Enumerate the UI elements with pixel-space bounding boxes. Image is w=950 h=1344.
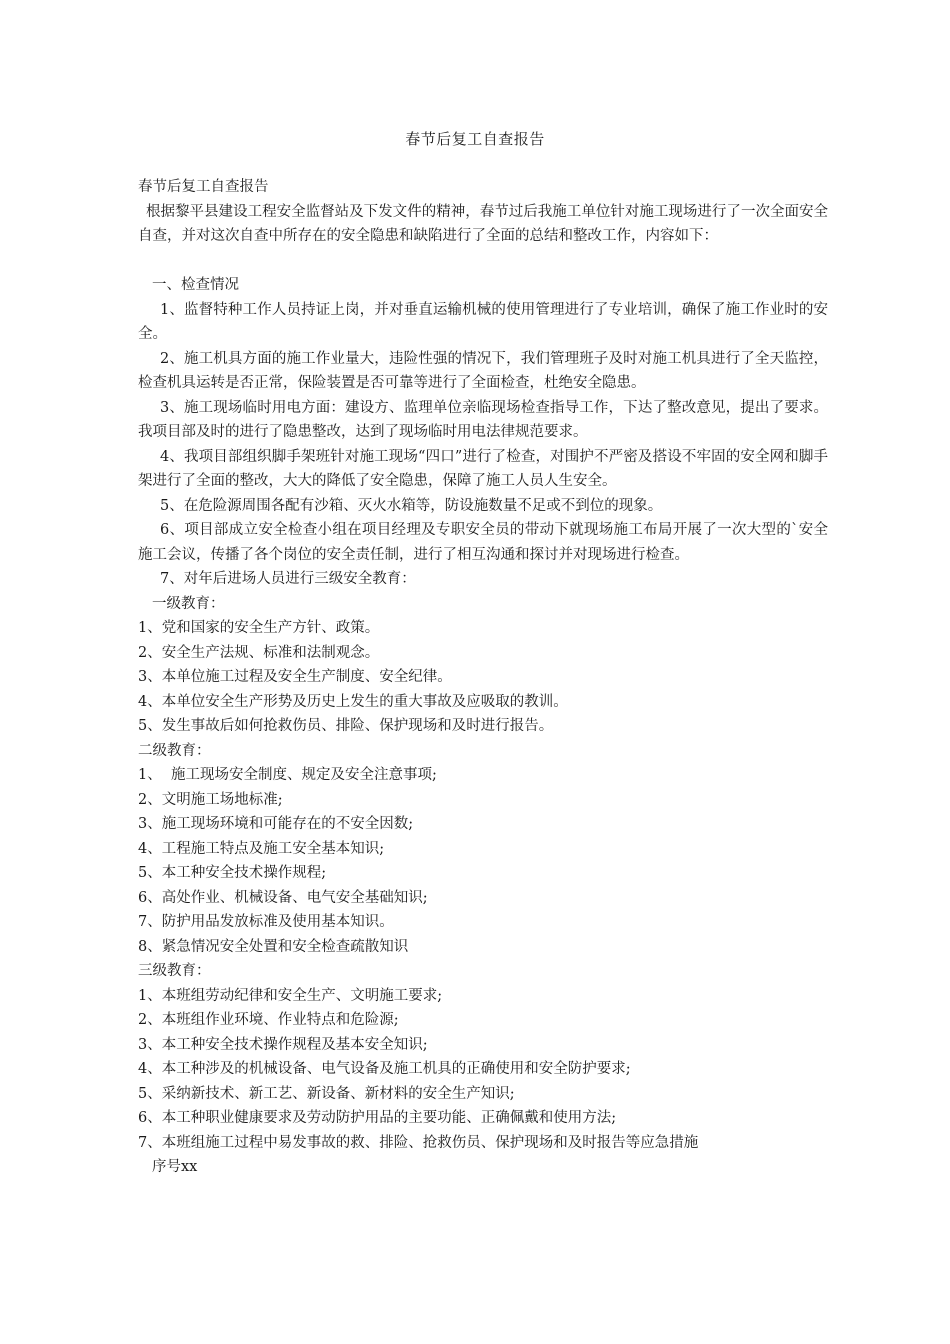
- section-heading-inspection: 一、检查情况: [152, 277, 239, 293]
- level3-item: 6、本工种职业健康要求及劳动防护用品的主要功能、正确佩戴和使用方法;: [138, 1110, 617, 1126]
- level3-item: 1、本班组劳动纪律和安全生产、文明施工要求;: [138, 987, 443, 1004]
- level1-item: 4、本单位安全生产形势及历史上发生的重大事故及应吸取的教训。: [138, 693, 568, 710]
- level1-item: 1、党和国家的安全生产方针、政策。: [138, 620, 380, 636]
- inspection-item: 5、在危险源周围各配有沙箱、灭火水箱等，防设施数量不足或不到位的现象。: [160, 497, 663, 514]
- document-subtitle: 春节后复工自查报告: [138, 179, 269, 195]
- level3-heading: 三级教育：: [138, 963, 211, 979]
- document-body: [138, 175, 828, 1180]
- level2-item: 1、 施工现场安全制度、规定及安全注意事项;: [138, 767, 437, 783]
- level2-item: 7、防护用品发放标准及使用基本知识。: [138, 914, 394, 930]
- inspection-item: 4、我项目部组织脚手架班针对施工现场“四口”进行了检查，对围护不严密及搭设不牢固的安全网和脚手架进行了全面的整改，大大的降低了安全隐患，保障了施工人员人生安全。: [138, 448, 828, 489]
- level3-item: 2、本班组作业环境、作业特点和危险源;: [138, 1012, 399, 1028]
- level2-item: 5、本工种安全技术操作规程;: [138, 865, 327, 881]
- serial-number: 序号xx: [152, 1159, 198, 1175]
- blank-line: [138, 249, 828, 274]
- level3-item: 5、采纳新技术、新工艺、新设备、新材料的安全生产知识;: [138, 1085, 515, 1102]
- inspection-item: 3、施工现场临时用电方面：建设方、监理单位亲临现场检查指导工作，下达了整改意见，提出了要求。我项目部及时的进行了隐患整改，达到了现场临时用电法律规范要求。: [138, 399, 828, 440]
- inspection-item: 7、对年后进场人员进行三级安全教育：: [160, 571, 416, 587]
- intro-paragraph: 根据黎平县建设工程安全监督站及下发文件的精神，春节过后我施工单位针对施工现场进行了一次全面安全自查，并对这次自查中所存在的安全隐患和缺陷进行了全面的总结和整改工作，内容如下：: [138, 203, 828, 244]
- level3-item: 4、本工种涉及的机械设备、电气设备及施工机具的正确使用和安全防护要求;: [138, 1061, 631, 1077]
- inspection-item: 6、项目部成立安全检查小组在项目经理及专职安全员的带动下就现场施工布局开展了一次大型的`安全施工会议，传播了各个岗位的安全责任制，进行了相互沟通和探讨并对现场进行检查。: [138, 522, 828, 563]
- level2-item: 6、高处作业、机械设备、电气安全基础知识;: [138, 889, 428, 906]
- level1-item: 5、发生事故后如何抢救伤员、排险、保护现场和及时进行报告。: [138, 718, 554, 734]
- level3-item: 3、本工种安全技术操作规程及基本安全知识;: [138, 1036, 428, 1053]
- level1-item: 2、安全生产法规、标准和法制观念。: [138, 644, 380, 661]
- level3-item: 7、本班组施工过程中易发事故的救、排险、抢救伤员、保护现场和及时报告等应急措施: [138, 1134, 699, 1151]
- level2-item: 2、文明施工场地标准;: [138, 791, 283, 808]
- level1-item: 3、本单位施工过程及安全生产制度、安全纪律。: [138, 669, 452, 685]
- level2-item: 3、施工现场环境和可能存在的不安全因数;: [138, 816, 414, 832]
- inspection-item: 2、施工机具方面的施工作业量大，违险性强的情况下，我们管理班子及时对施工机具进行了全天监控，检查机具运转是否正常，保险装置是否可靠等进行了全面检查，杜绝安全隐患。: [138, 350, 828, 391]
- level1-heading: 一级教育：: [152, 595, 225, 612]
- level2-item: 4、工程施工特点及施工安全基本知识;: [138, 840, 385, 857]
- level2-item: 8、紧急情况安全处置和安全检查疏散知识: [138, 938, 409, 955]
- inspection-item: 1、监督特种工作人员持证上岗，并对垂直运输机械的使用管理进行了专业培训，确保了施工作业时的安全。: [138, 301, 828, 342]
- level2-heading: 二级教育：: [138, 742, 211, 759]
- document-title: 春节后复工自查报告: [405, 130, 545, 148]
